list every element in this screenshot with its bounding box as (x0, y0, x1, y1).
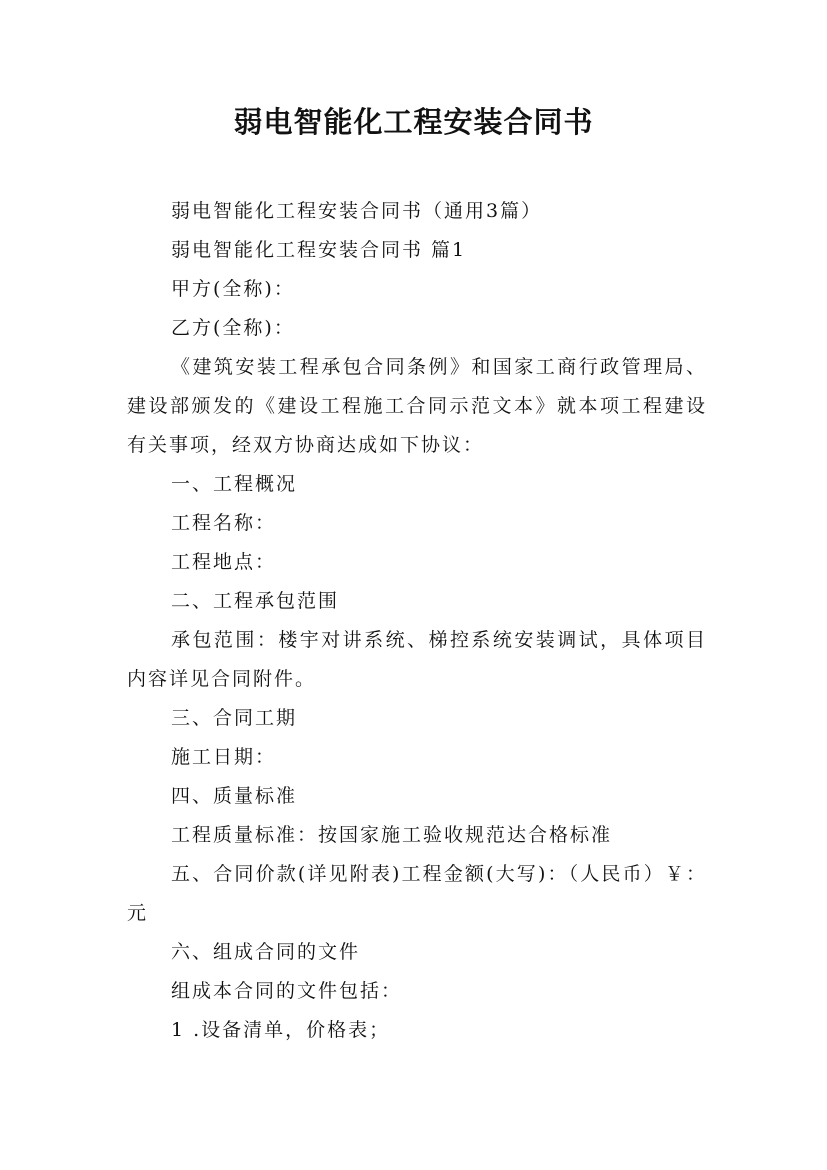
paragraph-contract-price: 五、合同价款(详见附表)工程金额(大写)：（人民币）￥： 元 (127, 863, 707, 924)
document-body (127, 192, 707, 1050)
paragraph-list-item-1: 1 .设备清单，价格表； (171, 1019, 391, 1041)
paragraph-contract-documents: 组成本合同的文件包括： (171, 980, 403, 1002)
paragraph-construction-date: 施工日期： (171, 746, 277, 768)
paragraph-project-name: 工程名称： (171, 512, 277, 534)
paragraph-section-heading: 弱电智能化工程安装合同书 篇1 (171, 239, 467, 261)
paragraph-heading-2: 二、工程承包范围 (171, 590, 340, 612)
paragraph-heading-4: 四、质量标准 (171, 785, 298, 807)
paragraph-scope: 承包范围：楼宇对讲系统、梯控系统安装调试，具体项目内容详见合同附件。 (127, 629, 707, 690)
paragraph-project-location: 工程地点： (171, 551, 277, 573)
paragraph-heading-1: 一、工程概况 (171, 473, 298, 495)
paragraph-subtitle: 弱电智能化工程安装合同书（通用3篇） (171, 200, 543, 222)
paragraph-party-b: 乙方(全称)： (171, 317, 295, 339)
paragraph-heading-6: 六、组成合同的文件 (171, 941, 361, 963)
paragraph-party-a: 甲方(全称)： (171, 278, 295, 300)
paragraph-quality-standard: 工程质量标准：按国家施工验收规范达合格标准 (171, 824, 613, 846)
document-title: 弱电智能化工程安装合同书 (233, 105, 594, 139)
paragraph-preamble: 《建筑安装工程承包合同条例》和国家工商行政管理局、建设部颁发的《建设工程施工合同示范文本》就本项工程建设有关事项，经双方协商达成如下协议： (127, 356, 707, 456)
paragraph-heading-3: 三、合同工期 (171, 707, 298, 729)
